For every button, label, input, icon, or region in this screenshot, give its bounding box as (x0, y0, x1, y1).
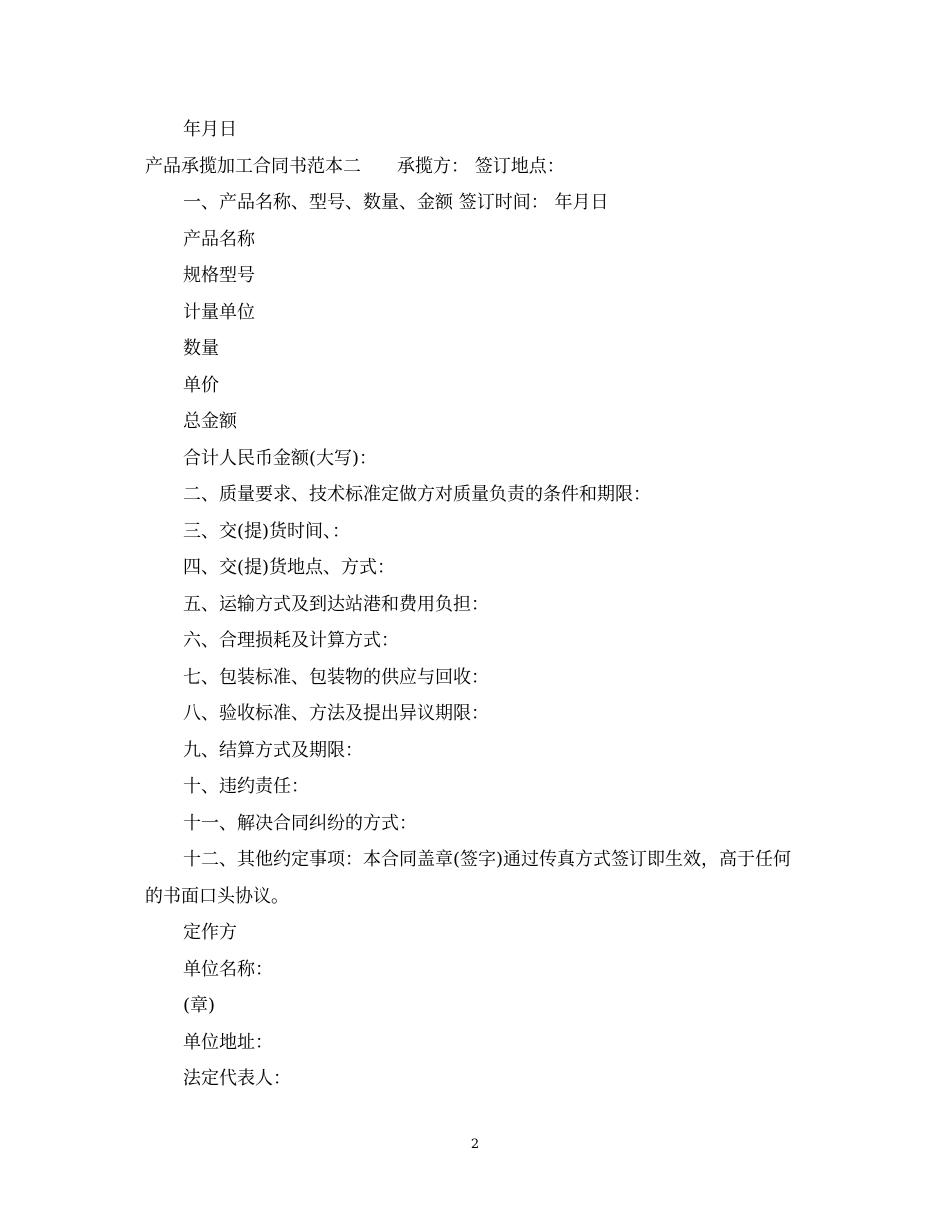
field-total-rmb: 合计人民币金额(大写)： (183, 447, 378, 469)
clause-7: 七、包装标准、包装物的供应与回收： (183, 666, 489, 688)
clause-11: 十一、解决合同纠纷的方式： (183, 812, 417, 834)
document-body (145, 112, 805, 1098)
clause-3: 三、交(提)货时间、： (183, 520, 351, 542)
clause-10: 十、违约责任： (183, 776, 309, 797)
clause-9: 九、结算方式及期限： (183, 739, 363, 761)
clause-12: 十二、其他约定事项：本合同盖章(签字)通过传真方式签订即生效，高于任何的书面口头协议。 (145, 849, 792, 907)
field-spec-model: 规格型号 (183, 265, 255, 286)
clause-2: 二、质量要求、技术标准定做方对质量负责的条件和期限： (183, 484, 651, 505)
field-company-address: 单位地址： (183, 1031, 273, 1053)
page-number: 2 (470, 1137, 480, 1152)
clause-6: 六、合理损耗及计算方式： (183, 630, 399, 651)
clause-8: 八、验收标准、方法及提出异议期限： (183, 703, 489, 724)
field-legal-representative: 法定代表人： (183, 1068, 291, 1089)
clause-4: 四、交(提)货地点、方式： (183, 557, 396, 578)
field-product-name: 产品名称 (183, 228, 255, 250)
field-unit-price: 单价 (183, 374, 219, 396)
clause-5: 五、运输方式及到达站港和费用负担： (183, 593, 489, 615)
document-title: 产品承揽加工合同书范本二 (145, 155, 361, 177)
field-quantity: 数量 (183, 338, 219, 359)
date-line: 年月日 (183, 119, 237, 140)
field-unit: 计量单位 (183, 301, 255, 323)
field-total-amount: 总金额 (183, 411, 237, 432)
title-line (145, 149, 805, 186)
party-ordering: 定作方 (183, 922, 237, 943)
contractor-signing-place: 承揽方： 签订地点： (397, 155, 565, 177)
clause-1: 一、产品名称、型号、数量、金额 签订时间： 年月日 (183, 192, 609, 213)
field-seal: (章) (183, 995, 216, 1016)
field-company-name: 单位名称： (183, 958, 273, 980)
